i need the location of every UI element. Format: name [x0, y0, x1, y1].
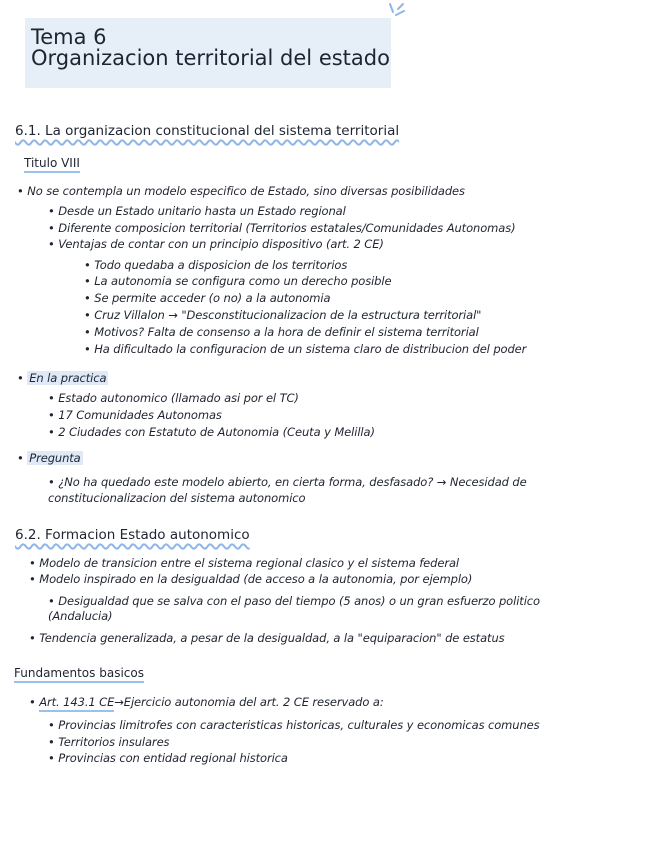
subheading-titulo-viii: Titulo VIII	[24, 156, 80, 173]
bullet-item: • 17 Comunidades Autonomas	[48, 408, 222, 422]
highlight-en-la-practica: En la practica	[29, 371, 107, 385]
text-continuation: constitucionalizacion del sistema autonomico	[48, 491, 306, 505]
bullet-item: • La autonomia se configura como un derecho posible	[84, 274, 392, 288]
bullet-item: • Desde un Estado unitario hasta un Estado regional	[48, 204, 346, 218]
bullet-item: • Territorios insulares	[48, 735, 170, 749]
page-title-line-2: Organizacion territorial del estado	[31, 46, 390, 70]
bullet-item: • Ventajas de contar con un principio dispositivo (art. 2 CE)	[48, 237, 384, 251]
section-heading-6-2: 6.2. Formacion Estado autonomico	[15, 527, 250, 543]
subheading-fundamentos-basicos: Fundamentos basicos	[14, 666, 144, 683]
bullet-item: • Estado autonomico (llamado asi por el TC)	[48, 391, 299, 405]
bullet-item: • Ha dificultado la configuracion de un sistema claro de distribucion del poder	[84, 342, 527, 356]
bullet-item: • ¿No ha quedado este modelo abierto, en cierta forma, desfasado? → Necesidad de	[48, 475, 527, 489]
bullet-item: • No se contempla un modelo especifico de Estado, sino diversas posibilidades	[17, 184, 465, 198]
bullet-item: • Art. 143.1 CE→Ejercicio autonomia del art. 2 CE reservado a:	[29, 695, 384, 709]
bullet-item: • Modelo inspirado en la desigualdad (de acceso a la autonomia, por ejemplo)	[29, 572, 473, 586]
bullet-item: • Pregunta	[17, 451, 81, 465]
highlight-pregunta: Pregunta	[29, 451, 81, 465]
bullet-item: • Todo quedaba a disposicion de los territorios	[84, 258, 348, 272]
bullet-item: • En la practica	[17, 371, 107, 385]
bullet-item: • Motivos? Falta de consenso a la hora de definir el sistema territorial	[84, 325, 479, 339]
bullet-item: • Desigualdad que se salva con el paso del tiempo (5 anos) o un gran esfuerzo politico	[48, 594, 540, 608]
art-reference: Art. 143.1 CE	[39, 695, 114, 712]
bullet-item: • Tendencia generalizada, a pesar de la desigualdad, a la "equiparacion" de estatus	[29, 631, 505, 645]
bullet-item: • Modelo de transicion entre el sistema regional clasico y el sistema federal	[29, 556, 459, 570]
bullet-item: • 2 Ciudades con Estatuto de Autonomia (Ceuta y Melilla)	[48, 425, 375, 439]
bullet-item: • Provincias limitrofes con caracteristicas historicas, culturales y economicas comunes	[48, 718, 540, 732]
section-heading-6-1: 6.1. La organizacion constitucional del sistema territorial	[15, 123, 400, 139]
text-continuation: (Andalucia)	[48, 609, 113, 623]
bullet-item: • Cruz Villalon → "Desconstitucionalizacion de la estructura territorial"	[84, 308, 482, 322]
bullet-item: • Se permite acceder (o no) a la autonomia	[84, 291, 331, 305]
bullet-item: • Diferente composicion territorial (Territorios estatales/Comunidades Autonomas)	[48, 221, 516, 235]
page-title-line-1: Tema 6	[31, 25, 107, 49]
bullet-item: • Provincias con entidad regional historica	[48, 751, 288, 765]
sparkle-icon	[387, 2, 407, 20]
